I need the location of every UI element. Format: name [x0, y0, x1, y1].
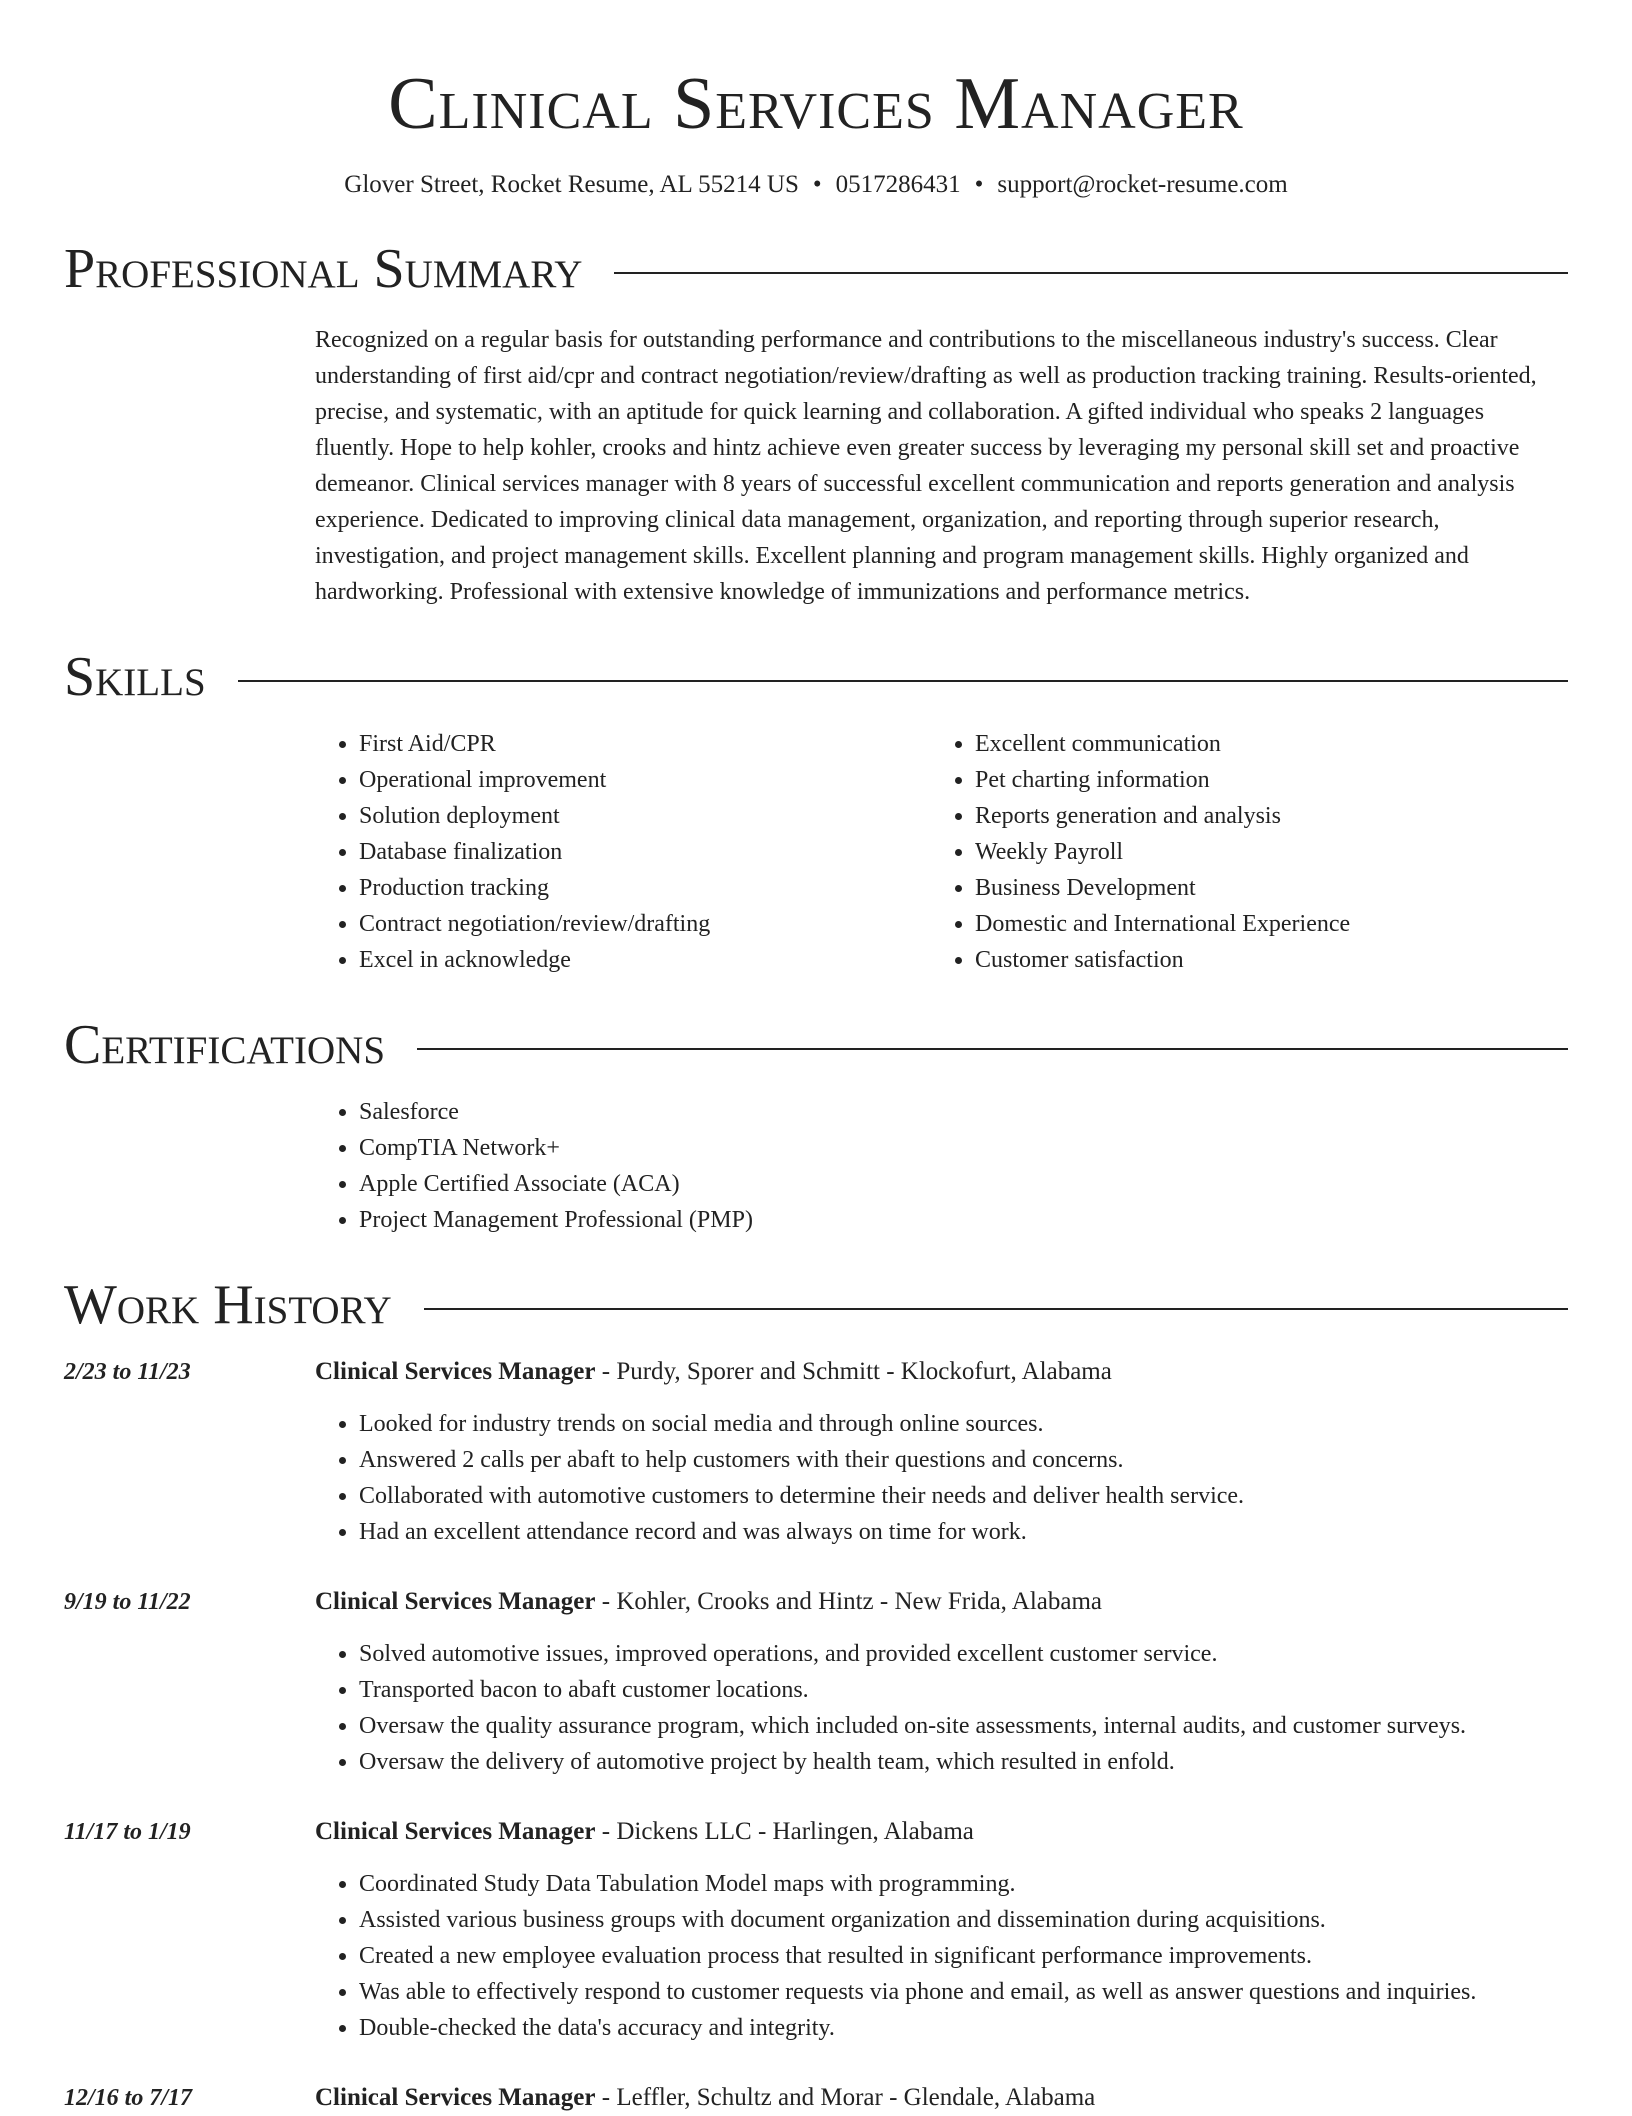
- skill-item: • First Aid/CPR: [359, 726, 931, 762]
- section-divider: [424, 1308, 1568, 1310]
- job-entry: [64, 1354, 1568, 1550]
- job-entry: [64, 2080, 1568, 2116]
- job-title-line: [315, 1354, 1568, 1390]
- summary-section-header: [64, 236, 1568, 302]
- certifications-list: [315, 1094, 1568, 1238]
- section-divider: [238, 680, 1568, 682]
- job-bullet: • Oversaw the delivery of automotive project by health team, which resulted in enfold.: [359, 1744, 1568, 1780]
- skill-item: • Pet charting information: [975, 762, 1547, 798]
- job-content: [315, 1584, 1568, 1780]
- address: Glover Street, Rocket Resume, AL 55214 US: [344, 171, 799, 198]
- summary-text: Recognized on a regular basis for outstanding performance and contributions to the miscellaneous industry's success. Clear understanding of first aid/cpr and contract negotiation/review/drafting as well as production tracking training. Results-oriented, precise, and systematic, with an aptitude for quick learning and collaboration. A gifted individual who speaks 2 languages fluently. Hope to help kohler, crooks and hintz achieve even greater success by leveraging my personal skill set and proactive demeanor. Clinical services manager with 8 years of successful excellent communication and reports generation and analysis experience. Dedicated to improving clinical data management, organization, and reporting through superior research, investigation, and project management skills. Excellent planning and program management skills. Highly organized and hardworking. Professional with extensive knowledge of immunizations and performance metrics.: [315, 327, 1537, 605]
- job-content: [315, 1354, 1568, 1550]
- section-heading: Certifications: [64, 1014, 386, 1076]
- certification-item: • Project Management Professional (PMP): [359, 1202, 1568, 1238]
- job-bullet: • Coordinated Study Data Tabulation Model maps with programming.: [359, 1866, 1568, 1902]
- skill-item: • Customer satisfaction: [975, 942, 1547, 978]
- job-bullet: • Collaborated with automotive customers to determine their needs and deliver health service.: [359, 1478, 1568, 1514]
- job-title: Clinical Services Manager: [315, 1818, 596, 1845]
- job-dates: 9/19 to 11/22: [64, 1589, 191, 1615]
- job-bullet: • Double-checked the data's accuracy and integrity.: [359, 2010, 1568, 2046]
- contact-separator: •: [812, 171, 822, 198]
- job-bullet: • Oversaw the quality assurance program, which included on-site assessments, internal audits, and customer surveys.: [359, 1708, 1568, 1744]
- skill-item: • Weekly Payroll: [975, 834, 1547, 870]
- job-title-line: [315, 1584, 1568, 1620]
- job-dates: 11/17 to 1/19: [64, 1819, 191, 1845]
- job-bullet: • Solved automotive issues, improved operations, and provided excellent customer service.: [359, 1636, 1568, 1672]
- skills-column-right: [931, 726, 1547, 978]
- section-divider: [417, 1048, 1568, 1050]
- skill-item: • Operational improvement: [359, 762, 931, 798]
- skill-item: • Production tracking: [359, 870, 931, 906]
- job-dates: 2/23 to 11/23: [64, 1359, 191, 1385]
- job-bullet: • Answered 2 calls per abaft to help customers with their questions and concerns.: [359, 1442, 1568, 1478]
- job-company: - Purdy, Sporer and Schmitt - Klockofurt, Alabama: [595, 1358, 1112, 1385]
- skill-item: • Solution deployment: [359, 798, 931, 834]
- section-heading: Work History: [64, 1274, 392, 1336]
- skill-item: • Reports generation and analysis: [975, 798, 1547, 834]
- job-title: Clinical Services Manager: [315, 1588, 596, 1615]
- skills-list: [315, 726, 1568, 978]
- skill-item: • Excel in acknowledge: [359, 942, 931, 978]
- certification-item: • CompTIA Network+: [359, 1130, 1568, 1166]
- job-company: - Dickens LLC - Harlingen, Alabama: [595, 1818, 974, 1845]
- job-bullet: • Looked for industry trends on social media and through online sources.: [359, 1406, 1568, 1442]
- job-bullet: • Created a new employee evaluation process that resulted in significant performance improvements.: [359, 1938, 1568, 1974]
- job-title-line: [315, 1814, 1568, 1850]
- phone: 0517286431: [835, 171, 961, 198]
- work-history-section-header: [64, 1272, 1568, 1338]
- page-title: Clinical Services Manager: [388, 63, 1244, 145]
- section-heading: Professional Summary: [64, 238, 583, 300]
- job-title-line: [315, 2080, 1568, 2116]
- skills-column-left: [315, 726, 931, 978]
- email: support@rocket-resume.com: [997, 171, 1288, 198]
- job-bullet: • Was able to effectively respond to customer requests via phone and email, as well as answer questions and inquiries.: [359, 1974, 1568, 2010]
- job-company: - Kohler, Crooks and Hintz - New Frida, Alabama: [595, 1588, 1103, 1615]
- contact-separator: •: [974, 171, 984, 198]
- job-entry: [64, 1584, 1568, 1780]
- certification-item: • Salesforce: [359, 1094, 1568, 1130]
- skills-section-header: [64, 644, 1568, 710]
- job-content: [315, 2080, 1568, 2116]
- skill-item: • Contract negotiation/review/drafting: [359, 906, 931, 942]
- skill-item: • Business Development: [975, 870, 1547, 906]
- skill-item: • Database finalization: [359, 834, 931, 870]
- section-heading: Skills: [64, 646, 206, 708]
- job-company: - Leffler, Schultz and Morar - Glendale, Alabama: [595, 2084, 1096, 2111]
- contact-line: [64, 168, 1568, 202]
- certification-item: • Apple Certified Associate (ACA): [359, 1166, 1568, 1202]
- job-content: [315, 1814, 1568, 2046]
- certifications-section-header: [64, 1012, 1568, 1078]
- skill-item: • Excellent communication: [975, 726, 1547, 762]
- job-title: Clinical Services Manager: [315, 2084, 596, 2111]
- job-entry: [64, 1814, 1568, 2046]
- job-bullet: • Transported bacon to abaft customer locations.: [359, 1672, 1568, 1708]
- job-bullet: • Had an excellent attendance record and was always on time for work.: [359, 1514, 1568, 1550]
- section-divider: [614, 272, 1568, 274]
- job-bullet: • Assisted various business groups with document organization and dissemination during acquisitions.: [359, 1902, 1568, 1938]
- job-title: Clinical Services Manager: [315, 1358, 596, 1385]
- skill-item: • Domestic and International Experience: [975, 906, 1547, 942]
- job-dates: 12/16 to 7/17: [64, 2085, 193, 2111]
